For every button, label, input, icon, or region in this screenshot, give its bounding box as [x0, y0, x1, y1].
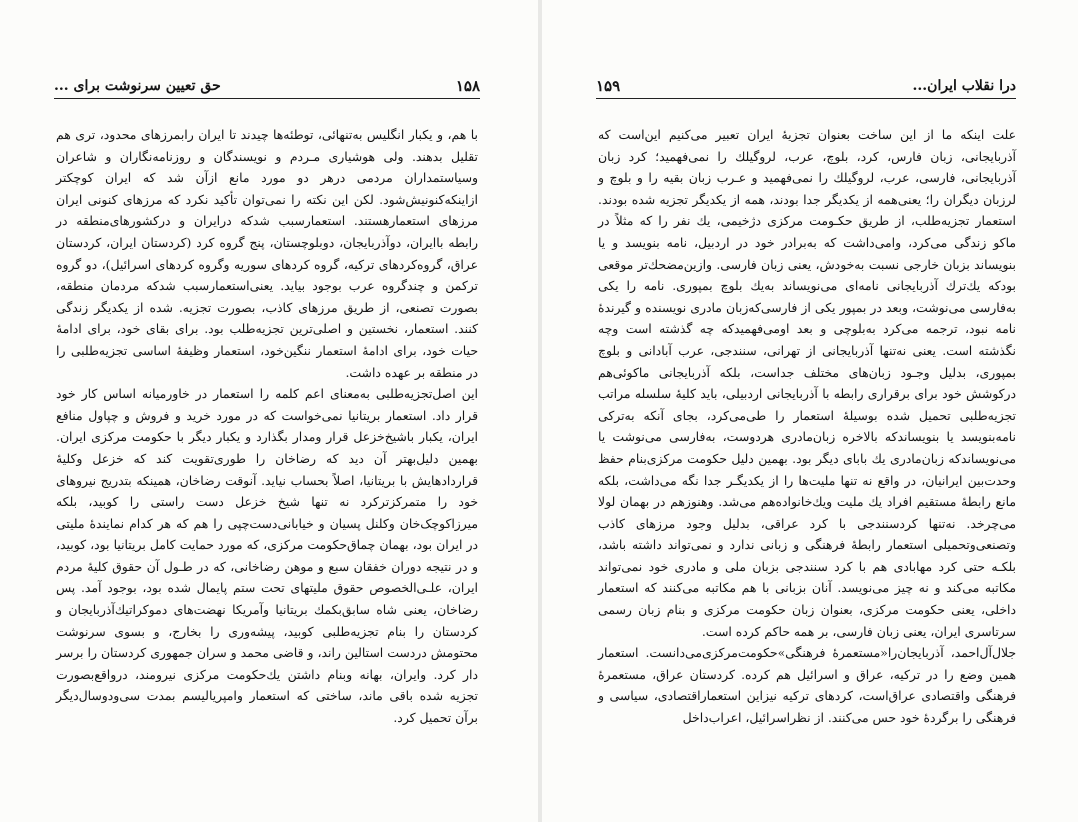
left-paragraph-1: با هم، و یکبار انگلیس به‌تنهائی، توطئه‌ها چیدند تا ایران را‌بمرزهای محدود، تری هم تقلیل بدهند. ولی هوشیاری مـردم و نویسندگان و روزنامه‌نگاران و شاعران وسیاستمداران مردمی درهر دو مورد مانع ازآن شد که ایران کوچکتر ازاینکه‌کنونیش‌شود. لکن این نکته را نمی‌توان تأکید نکرد که مرزهای کنونی ایران مرزهای استعمار‌هستند. استعمار‌سبب شدکه درایران و درکشورهای‌منطقه در رابطه باایران، دوآذربایجان، دوبلوچستان، پنج گروه کرد (کردستان ایران، کردستان عراق، گروه‌کردهای ترکیه، گروه کردهای سوریه وگروه کردهای اسرائیل)، دو گروه ترکمن و چندگروه عرب بوجود بیاید. یعنی‌استعمار‌سبب شدکه مردمان منطقه، بصورت تصنعی، از طریق مرزهای کاذب، بصورت تجزیه‌. شده از یکدیگر زندگی کنند. استعمار، نخستین و اصلی‌ترین تجزیه‌طلب بود. برای بقای خود، برای ادامهٔ حیات خود، برای ادامهٔ استعمار ننگین‌خود، استعمار وظیفهٔ اساسی تجزیه‌طلبی را در منطقه بر عهده داشت. [56, 127, 478, 380]
left-page [0, 0, 538, 822]
left-page-number: ۱۵۸ [455, 77, 480, 95]
right-page-header [596, 76, 1016, 96]
right-paragraph-2: جلال‌آل‌احمد، آذربایجان‌را«مستعمرهٔ فرهنگی»حکومت‌مرکزی‌می‌دانست. استعمار همین وضع را در ترکیه، عراق و اسرائیل هم کرده. کردستان عراق، مستعمرهٔ فرهنگی واقتصادی عراق‌است، کردهای ترکیه نیزاین استعماراقتصادی، سیاسی و فرهنگی را برگردهٔ خود حس می‌کنند. از نظراسرائیل، اعراب‌داخل [598, 645, 1016, 726]
left-body-text [56, 124, 478, 729]
left-running-title: حق تعیین سرنوشت برای ... [54, 78, 221, 94]
left-page-header [54, 76, 480, 96]
right-paragraph-1: علت اینکه ما از این ساخت بعنوان تجزیهٔ ایران تعبیر می‌کنیم این‌است که آذربایجانی، زبان فارس، کرد، بلوچ، عرب، لرو‌گیلك را نمی‌فهمید؛ کرد زبان آذربایجانی، فارسی، عرب، لرو‌گیلك را نمی‌فهمید و عـرب زبان بقیه را و بلوچ و لرزبان دیگران را؛ یعنی‌همه از یکدیگر جدا بودند، همه از یکدیگر تجزیه شده بودند. استعمار تجزیه‌طلب، از طریق حکـومت مرکزی دژخیمی، یك نفر را که مثلاً در ماکو زندگی می‌کرد، وامی‌داشت که به‌برادر خود در اردبیل، نامه بنویسد و یا بنویساند بزبان خارجی نسبت به‌خودش، یعنی زبان فارسی. وازین‌مضحك‌تر موقعی بودکه یك‌ترك آذربایجانی نامه‌ای می‌نویساند به‌یك بلوچ بمپوری. نامه را یکی به‌فارسی می‌نوشت، وبعد در بمپور یکی از فارسی‌که‌زبان مادری نویسنده و گیرندهٔ نامه نبود، ترجمه می‌کرد به‌بلوچی و بعد اومی‌فهمیدکه چه گذشته است وچه نگذشته است. یعنی نه‌تنها آذربایجانی از تهرانی، سنندجی، عرب آبادانی و بلوچ بمپوری، بدلیل وجـود زبان‌های مختلف جداست، بلکه آذربایجانی ماکوئی‌هم در‌کوشش خود برای برقراری رابطه با آذربایجانی اردبیلی، باید کلیهٔ سلسله مراتب تجزیه‌طلبی تحمیل شده بوسیلهٔ استعمار را طی‌می‌کرد، بجای آنکه به‌ترکی نامه‌بنویسد یا بنویساندکه بالاخره زبان‌مادری هردوست، به‌فارسی می‌نوشت یا می‌نویساندکه زبان‌مادری یك بابای دیگر بود. بهمین دلیل حکومت مرکزی‌بنام حفظ وحدت‌بین ایرانیان، در واقع نه تنها ملیت‌ها را از یکدیگـر جدا نگه می‌داشت، بلکه مانع رابطهٔ مستقیم افراد یك ملیت ویك‌خانواده‌هم‌ می‌شد. وهنوزهم در بهمان لولا می‌چرخد. نه‌تنها کردسنندجی با کرد عراقی، بدلیل وجود مرزهای کاذب وتصنعی‌وتحمیلی استعمار رابطهٔ فرهنگی و زبانی ندارد و نمی‌تواند داشته باشد، بلکـه حتی کرد مهابادی هم با کرد سنندجی بزبان ملی و مادری خود نمی‌تواند مکاتبه می‌کند و نه چیز می‌نویسد. آنان بزبانی با هم مکاتبه می‌کنند که استعمار داخلی، یعنی حکومت مرکزی، بعنوان زبان حکومت مرکزی و بنام زبان رسمی سرتاسری ایران، یعنی زبان فارسی، بر همه حاکم کرده است. [598, 127, 1016, 639]
left-paragraph-2: این اصل‌تجزیه‌طلبی به‌معنای اعم کلمه را استعمار در خاورمیانه اساس کار خود قرار داد. استعمار بریتانیا نمی‌خواست که در مورد خرید و فروش و چپاول منافع ایران، یکبار باشیخ‌خزعل قرار ومدار بگذارد و یکبار دیگر با حکومت مرکزی ایران. بهمین دلیل‌بهتر آن دید که رضاخان را طوری‌تقویت کند که خزعل وکلیهٔ قراردادهایش با بریتانیا، اصلاً بحساب نیاید. آنوقت رضاخان، همینکه بتدریج نیروهای خود را متمرکزترکرد نه تنها شیخ خزعل دست راستی را کوبید، بلکه میرزا‌کوچک‌خان وکلنل پسیان و خیابانی‌دست‌چپی را هم که هر کدام نمایندهٔ ملیتی در ایران بود، بهمان چماق‌حکومت مرکزی، که مورد حمایت کامل بریتانیا بود، کوبید، و در نتیجه دوران خفقان سبع و موهن رضاخانی، که در طـول آن حقوق کلیهٔ مردم ایران، علـی‌الخصوص حقوق ملیتهای تحت ستم پایمال شده بود، بوجود آمد. پس رضاخان، یعنی شاه سابق‌بکمك بریتانیا وآمریکا نهضت‌های دموکراتیك‌آذربایجان و کردستان را بنام تجزیه‌طلبی کوبید، پیشه‌وری را بخارج، و بسوی سرنوشت محتومش دردست استالین راند، و قاضی محمد و سران جمهوری کردستان را برسر دار کرد. وایران، بهانه وبنام داشتن یك‌حکومت مرکزی نیرومند، درواقع‌بصورت تجزیه شده باقی ماند، ساختی که استعمار وامپریالیسم بمدت سی‌ودوسال‌دیگر برآن تحمیل کرد. [56, 386, 478, 726]
right-running-title: درا نقلاب ایران... [912, 78, 1016, 94]
right-page [542, 0, 1078, 822]
right-page-number: ۱۵۹ [596, 77, 621, 95]
right-header-rule [596, 98, 1016, 99]
right-body-text [598, 124, 1016, 729]
left-header-rule [54, 98, 480, 99]
